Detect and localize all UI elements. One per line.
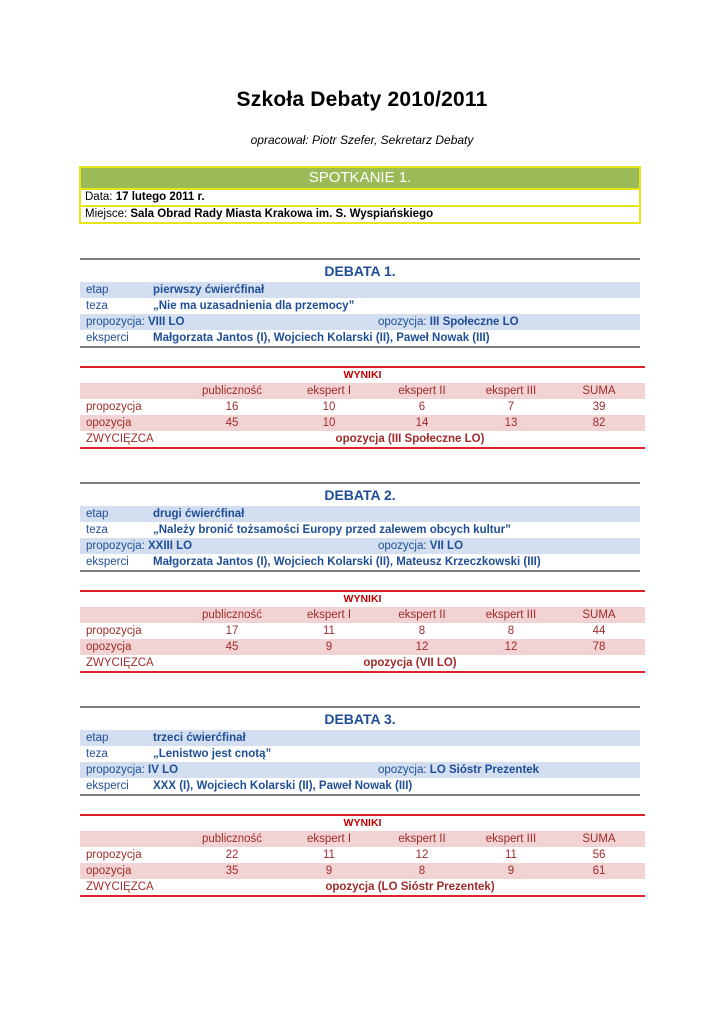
results-propozycja-row [80,399,645,415]
debate-heading: DEBATA 1. [80,258,640,282]
eksperci-label: eksperci [86,332,129,344]
score-cell: 7 [507,401,515,413]
meeting-box [79,166,641,224]
debate-3-info [80,706,640,796]
eksperci-value: XXX (I), Wojciech Kolarski (II), Paweł Nowak (III) [153,780,413,792]
eksperci-label: eksperci [86,556,129,568]
meeting-date-value: 17 lutego 2011 r. [115,191,205,203]
score-cell: 12 [415,849,429,861]
etap-value: pierwszy ćwierćfinał [153,284,265,296]
debate-teza-row [80,522,640,538]
results-opozycja-row [80,863,645,879]
debate-2-results [80,590,645,673]
score-cell: 16 [225,401,239,413]
row-label: propozycja [86,401,142,413]
eksperci-value: Małgorzata Jantos (I), Wojciech Kolarski (II), Paweł Nowak (III) [153,332,490,344]
score-sum-cell: 61 [592,865,606,877]
score-cell: 12 [415,641,429,653]
debate-1-info [80,258,640,348]
col-ekspert-3: ekspert III [485,385,537,397]
row-label: propozycja [86,625,142,637]
page-subtitle: opracował: Piotr Szefer, Sekretarz Debaty [250,133,474,147]
teza-value: „Należy bronić tożsamości Europy przed zalewem obcych kultur” [153,524,511,536]
debate-2-info [80,482,640,572]
score-cell: 11 [505,849,517,861]
score-cell: 6 [418,401,426,413]
row-label: ZWYCIĘZCA [86,657,154,669]
propozycja-label: propozycja: IV LO [86,764,179,776]
results-heading: WYNIKI [80,590,645,607]
score-cell: 10 [322,417,336,429]
teza-value: „Lenistwo jest cnotą” [153,748,272,760]
score-cell: 45 [225,417,239,429]
debate-sides-row [80,762,640,778]
results-opozycja-row [80,415,645,431]
results-opozycja-row [80,639,645,655]
col-ekspert-1: ekspert I [306,385,352,397]
opozycja-value: VII LO [429,540,464,552]
debate-heading: DEBATA 2. [80,482,640,506]
row-label: opozycja [86,417,132,429]
results-propozycja-row [80,847,645,863]
debate-1-results [80,366,645,449]
col-ekspert-1: ekspert I [306,609,352,621]
score-cell: 8 [507,625,515,637]
etap-label: etap [86,732,109,744]
debate-heading: DEBATA 3. [80,706,640,730]
meeting-heading: SPOTKANIE 1. [79,166,641,190]
etap-value: drugi ćwierćfinał [153,508,245,520]
opozycja-label: opozycja: VII LO [378,540,464,552]
row-label: propozycja [86,849,142,861]
score-cell: 17 [225,625,239,637]
etap-value: trzeci ćwierćfinał [153,732,246,744]
debate-experts-row [80,778,640,796]
results-heading: WYNIKI [80,366,645,383]
results-heading: WYNIKI [80,814,645,831]
results-winner-row [80,879,645,897]
row-label: opozycja [86,641,132,653]
col-publicznosc: publiczność [201,609,263,621]
col-suma: SUMA [582,609,616,621]
winner-value: opozycja (III Społeczne LO) [335,433,485,445]
eksperci-value: Małgorzata Jantos (I), Wojciech Kolarski (II), Mateusz Krzeczkowski (III) [153,556,541,568]
opozycja-label: opozycja: LO Sióstr Prezentek [378,764,540,776]
debate-experts-row [80,330,640,348]
row-label: ZWYCIĘZCA [86,881,154,893]
meeting-date-label: Data: [85,191,113,203]
score-cell: 14 [415,417,429,429]
meeting-date [79,190,641,207]
score-sum-cell: 39 [592,401,606,413]
debate-sides-row [80,314,640,330]
score-cell: 12 [504,641,518,653]
results-propozycja-row [80,623,645,639]
col-ekspert-2: ekspert II [398,833,446,845]
etap-label: etap [86,508,109,520]
propozycja-label: propozycja: XXIII LO [86,540,193,552]
meeting-place-value: Sala Obrad Rady Miasta Krakowa im. S. Wyspiańskiego [130,208,434,220]
score-sum-cell: 44 [592,625,606,637]
teza-label: teza [86,300,108,312]
score-cell: 22 [225,849,239,861]
col-ekspert-3: ekspert III [485,609,537,621]
etap-label: etap [86,284,109,296]
score-cell: 9 [325,641,333,653]
col-ekspert-1: ekspert I [306,833,352,845]
propozycja-value: IV LO [148,764,179,776]
score-cell: 9 [325,865,333,877]
opozycja-value: LO Sióstr Prezentek [429,764,540,776]
debate-etap-row [80,506,640,522]
page-title: Szkoła Debaty 2010/2011 [236,88,488,111]
score-sum-cell: 56 [592,849,606,861]
meeting-place [79,207,641,224]
opozycja-label: opozycja: III Społeczne LO [378,316,519,328]
debate-teza-row [80,298,640,314]
debate-experts-row [80,554,640,572]
debate-etap-row [80,282,640,298]
teza-label: teza [86,748,108,760]
col-suma: SUMA [582,385,616,397]
col-suma: SUMA [582,833,616,845]
propozycja-value: XXIII LO [148,540,193,552]
debate-etap-row [80,730,640,746]
col-ekspert-2: ekspert II [398,385,446,397]
debate-sides-row [80,538,640,554]
score-cell: 9 [507,865,515,877]
col-publicznosc: publiczność [201,833,263,845]
teza-value: „Nie ma uzasadnienia dla przemocy” [153,300,355,312]
score-cell: 13 [504,417,518,429]
score-cell: 8 [418,865,426,877]
score-sum-cell: 78 [592,641,606,653]
col-ekspert-2: ekspert II [398,609,446,621]
score-cell: 11 [323,849,335,861]
propozycja-value: VIII LO [148,316,185,328]
row-label: opozycja [86,865,132,877]
score-cell: 11 [323,625,335,637]
winner-value: opozycja (LO Sióstr Prezentek) [325,881,495,893]
results-winner-row [80,431,645,449]
eksperci-label: eksperci [86,780,129,792]
row-label: ZWYCIĘZCA [86,433,154,445]
results-winner-row [80,655,645,673]
meeting-place-label: Miejsce: [85,208,128,220]
score-cell: 10 [322,401,336,413]
col-publicznosc: publiczność [201,385,263,397]
results-header-row [80,607,645,623]
debate-teza-row [80,746,640,762]
score-cell: 45 [225,641,239,653]
score-cell: 8 [418,625,426,637]
score-sum-cell: 82 [592,417,606,429]
results-header-row [80,383,645,399]
debate-3-results [80,814,645,897]
propozycja-label: propozycja: VIII LO [86,316,185,328]
score-cell: 35 [225,865,239,877]
winner-value: opozycja (VII LO) [363,657,457,669]
col-ekspert-3: ekspert III [485,833,537,845]
opozycja-value: III Społeczne LO [429,316,519,328]
results-header-row [80,831,645,847]
teza-label: teza [86,524,108,536]
